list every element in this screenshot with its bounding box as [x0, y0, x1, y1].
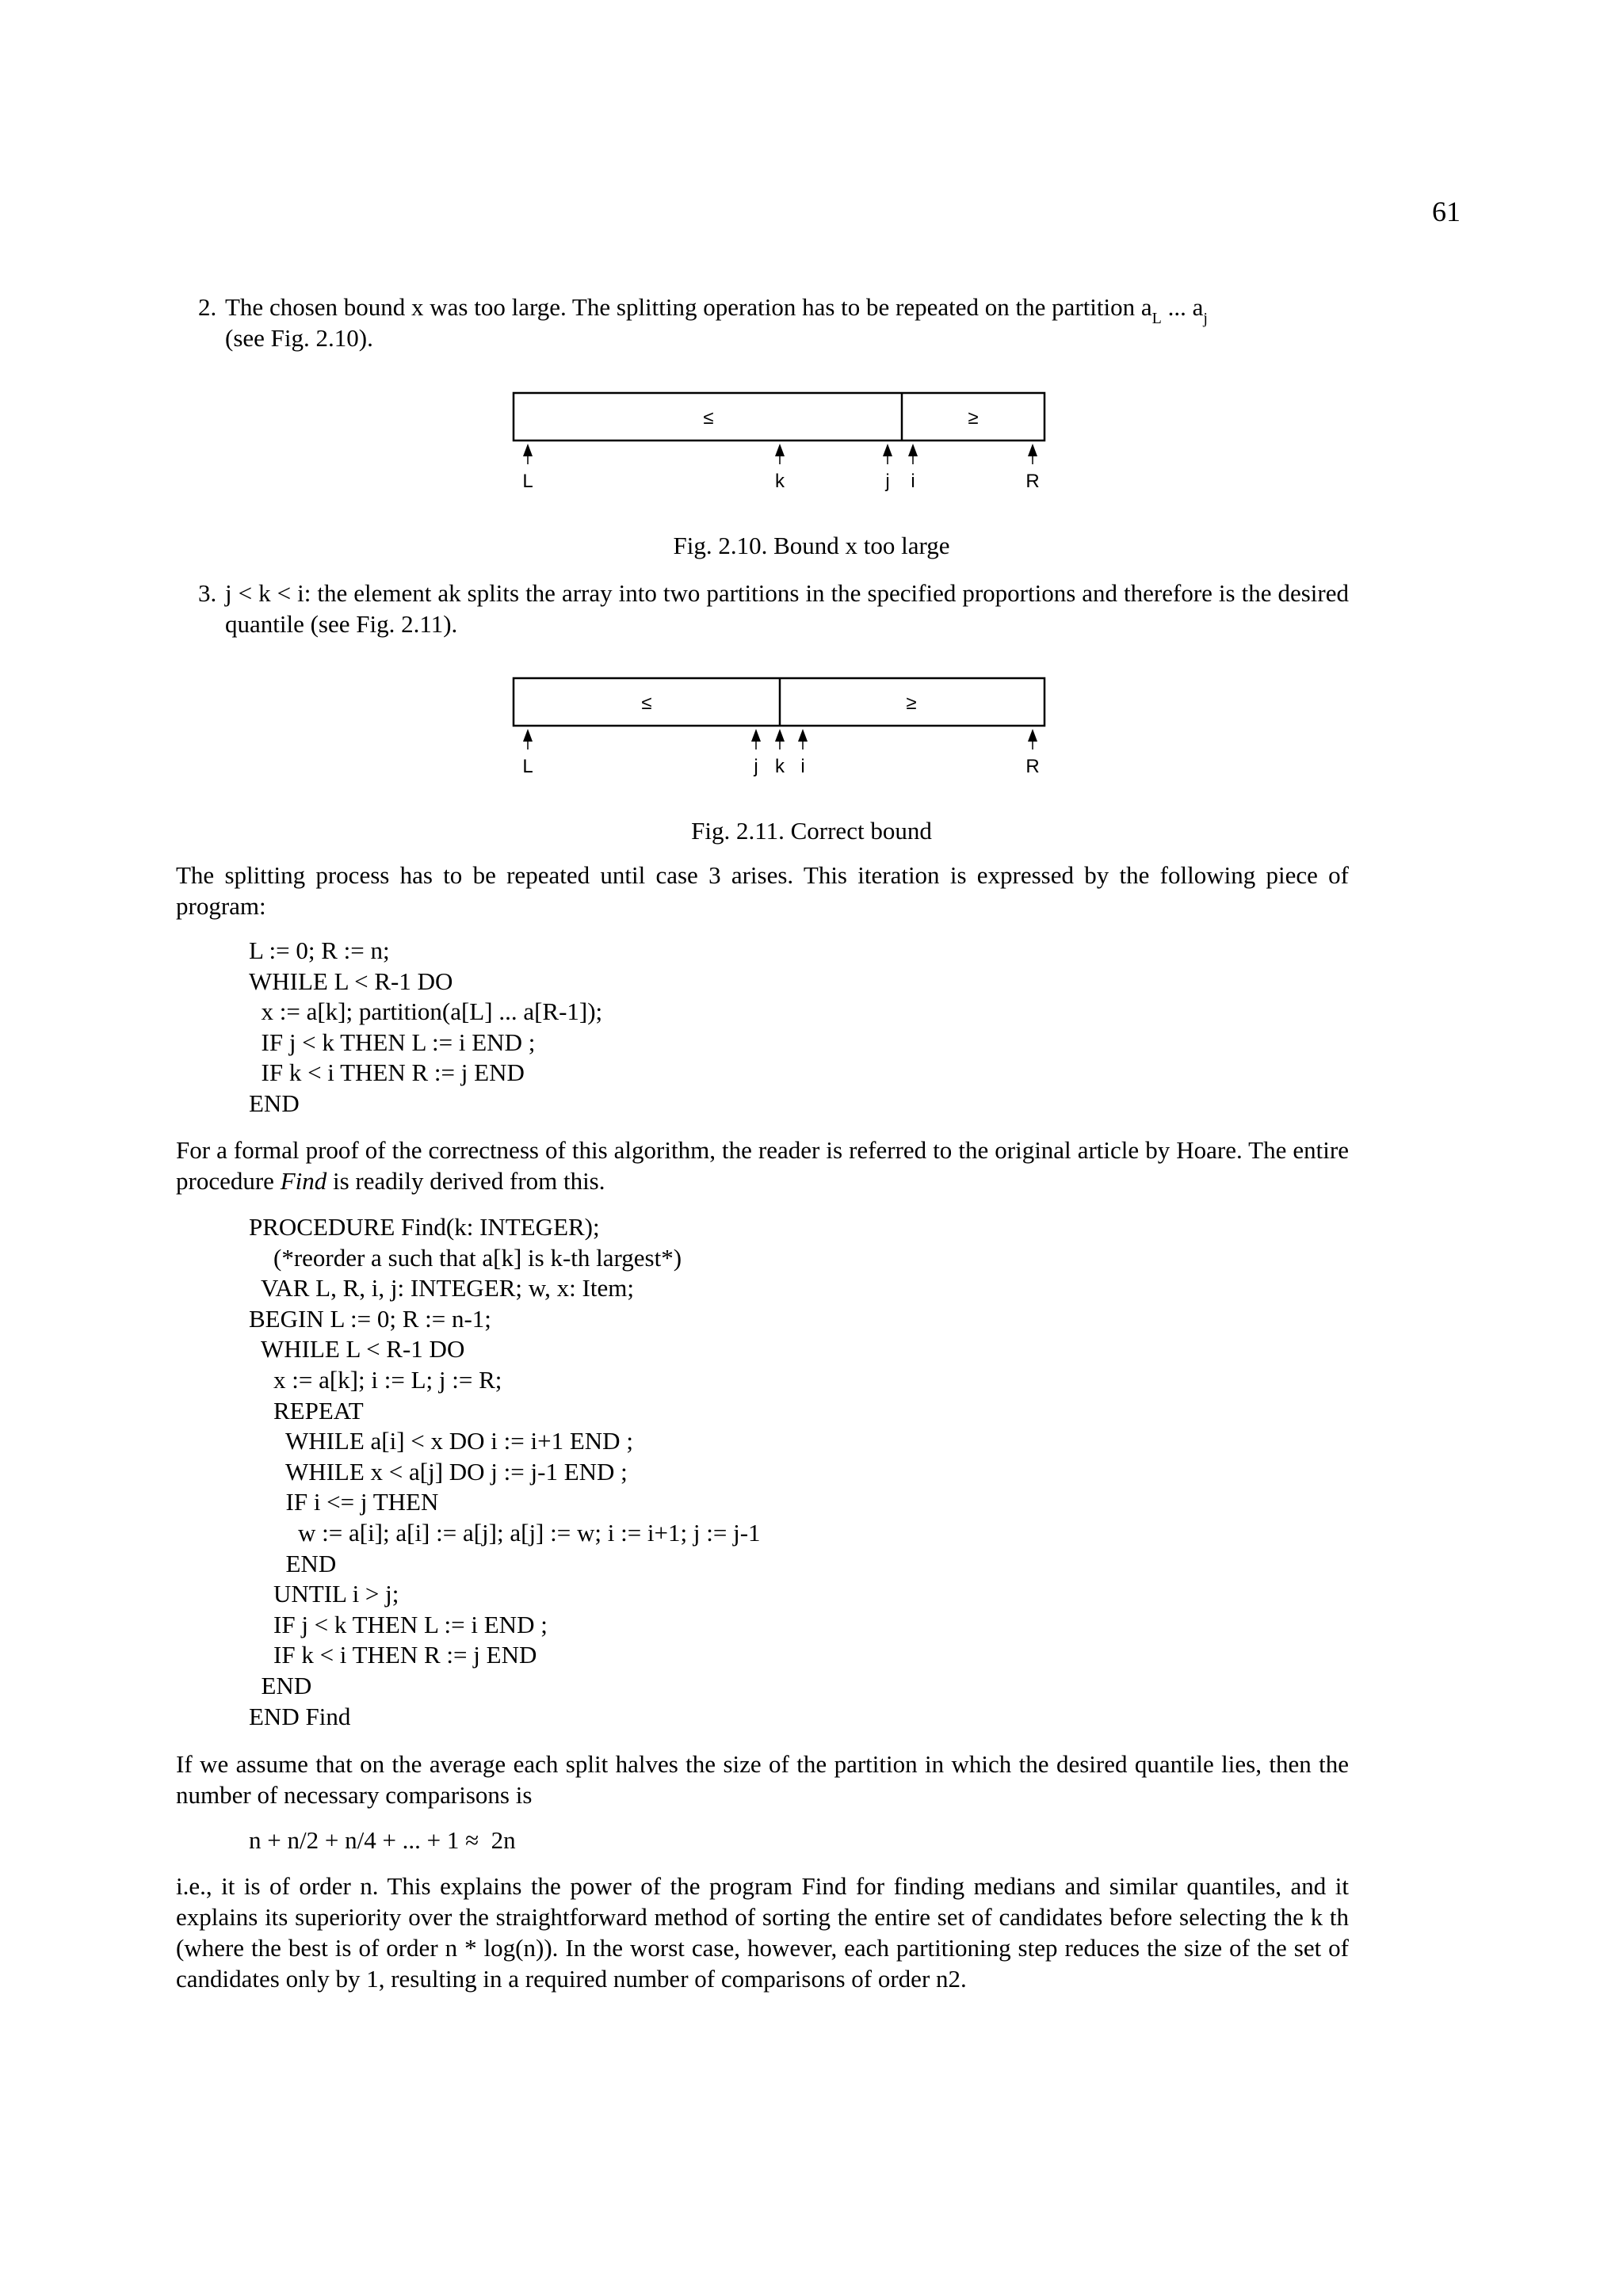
code-line: WHILE L < R-1 DO	[249, 1335, 465, 1363]
arrow-L	[523, 444, 533, 464]
code-line: w := a[i]; a[i] := a[j]; a[j] := w; i := i+1; j := j-1	[249, 1518, 761, 1547]
code-line: BEGIN L := 0; R := n-1;	[249, 1304, 491, 1333]
figure-2-11-diagram	[507, 673, 1054, 784]
code-line: IF i <= j THEN	[249, 1488, 439, 1516]
code-line: IF j < k THEN L := i END ;	[249, 1610, 548, 1638]
less-equal-symbol: ≤	[703, 407, 714, 429]
marker-j: j	[754, 756, 758, 777]
page-number: 61	[1432, 196, 1461, 227]
arrow-L	[523, 729, 533, 749]
marker-j: j	[885, 471, 890, 492]
paragraph-average-split: If we assume that on the average each split halves the size of the partition in which the desired quantile lies, then the number of necessary comparisons is	[176, 1750, 1349, 1809]
code-line: END	[249, 1671, 312, 1699]
arrow-k	[775, 444, 785, 464]
code-line: (*reorder a such that a[k] is k-th largest*)	[249, 1243, 682, 1272]
emphasis-find: Find	[280, 1167, 327, 1195]
arrow-i	[908, 444, 918, 464]
list-item-2	[198, 292, 1349, 353]
formula-comparisons: n + n/2 + n/4 + ... + 1 ≈ 2n	[249, 1826, 516, 1854]
paragraph-proof: For a formal proof of the correctness of this algorithm, the reader is referred to the original article by Hoare. The entire procedure Find is readily derived from this.	[176, 1136, 1349, 1195]
figure-caption-2-10: Fig. 2.10. Bound x too large	[673, 532, 950, 559]
code-line: x := a[k]; partition(a[L] ... a[R-1]);	[249, 997, 603, 1026]
marker-i: i	[911, 471, 915, 492]
greater-equal-symbol: ≥	[906, 692, 917, 714]
marker-k: k	[775, 471, 785, 492]
list-item-text: The chosen bound x was too large. The splitting operation has to be repeated on the partition $a_L$ ... $a_j$ (see Fig. 2.10).	[225, 293, 1208, 352]
figure-caption-2-11: Fig. 2.11. Correct bound	[691, 817, 932, 845]
code-line: WHILE L < R-1 DO	[249, 967, 453, 995]
code-line: IF k < i THEN R := j END	[249, 1058, 525, 1087]
figure-2-10-diagram	[507, 388, 1054, 499]
code-block-find-procedure	[249, 1212, 761, 1732]
greater-equal-symbol: ≥	[968, 407, 979, 429]
code-line: x := a[k]; i := L; j := R;	[249, 1365, 502, 1394]
code-line: PROCEDURE Find(k: INTEGER);	[249, 1213, 600, 1241]
arrow-j	[883, 444, 892, 464]
code-line: END Find	[249, 1702, 351, 1730]
code-line: IF k < i THEN R := j END	[249, 1641, 537, 1669]
list-item-text: j < k < i: the element ak splits the array into two partitions in the specified proportions and therefore is the desired quantile (see Fig. 2.11).	[225, 579, 1349, 638]
code-line: IF j < k THEN L := i END ;	[249, 1028, 536, 1056]
marker-R: R	[1025, 471, 1040, 492]
code-line: UNTIL i > j;	[249, 1580, 399, 1608]
code-block-loop	[249, 936, 602, 1119]
marker-k: k	[775, 756, 785, 777]
arrow-j	[751, 729, 761, 749]
marker-L: L	[522, 756, 533, 777]
marker-L: L	[522, 471, 533, 492]
array-box	[514, 393, 1044, 441]
code-line: WHILE x < a[j] DO j := j-1 END ;	[249, 1457, 628, 1486]
code-line: WHILE a[i] < x DO i := i+1 END ;	[249, 1427, 633, 1455]
paragraph-order-n: i.e., it is of order n. This explains the power of the program Find for finding medians and similar quantiles, and it explains its superiority over the straightforward method of sorting the entire set of candidates before selecting the k th (where the best is of order n * log(n)). In the worst case, however, each partitioning step reduces the size of the set of candidates only by 1, resulting in a required number of comparisons of order n2.	[176, 1872, 1349, 1993]
code-line: L := 0; R := n;	[249, 936, 390, 964]
arrow-R	[1028, 444, 1037, 464]
code-line: VAR L, R, i, j: INTEGER; w, x: Item;	[249, 1274, 634, 1302]
less-equal-symbol: ≤	[641, 692, 652, 714]
marker-R: R	[1025, 756, 1040, 777]
list-item-3	[198, 578, 1349, 639]
arrow-k	[775, 729, 785, 749]
marker-i: i	[800, 756, 805, 777]
list-item-number: 2.	[198, 293, 217, 321]
list-item-number: 3.	[198, 579, 217, 607]
paragraph-iteration: The splitting process has to be repeated until case 3 arises. This iteration is expressed by the following piece of program:	[176, 861, 1349, 920]
arrow-i	[798, 729, 808, 749]
code-line: END	[249, 1089, 300, 1117]
code-line: REPEAT	[249, 1396, 364, 1425]
arrow-R	[1028, 729, 1037, 749]
code-line: END	[249, 1549, 337, 1577]
